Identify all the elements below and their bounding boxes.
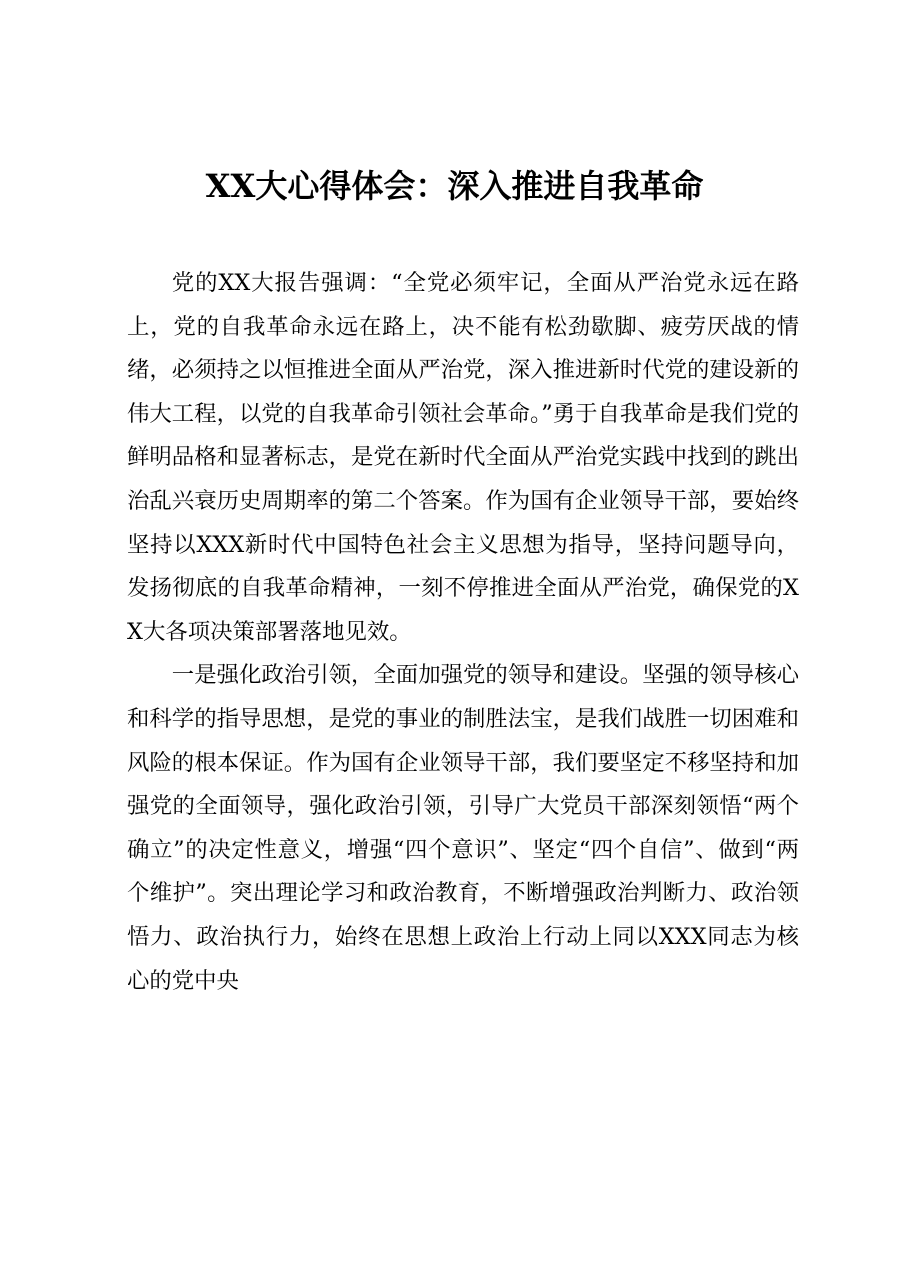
document-body <box>127 262 799 1003</box>
document-title: XX大心得体会：深入推进自我革命 <box>205 167 704 205</box>
paragraph-intro: 党的XX大报告强调：“全党必须牢记，全面从严治党永远在路上，党的自我革命永远在路上，决不能有松劲歇脚、疲劳厌战的情绪，必须持之以恒推进全面从严治党，深入推进新时代党的建设新的伟大工程，以党的自我革命引领社会革命。”勇于自我革命是我们党的鲜明品格和显著标志，是党在新时代全面从严治党实践中找到的跳出治乱兴衰历史周期率的第二个答案。作为国有企业领导干部，要始终坚持以XXX新时代中国特色社会主义思想为指导，坚持问题导向，发扬彻底的自我革命精神，一刻不停推进全面从严治党，确保党的XX大各项决策部署落地见效。 <box>127 270 799 645</box>
paragraph-point-one: 一是强化政治引领，全面加强党的领导和建设。坚强的领导核心和科学的指导思想，是党的事业的制胜法宝，是我们战胜一切困难和风险的根本保证。作为国有企业领导干部，我们要坚定不移坚持和加强党的全面领导，强化政治引领，引导广大党员干部深刻领悟“两个确立”的决定性意义，增强“四个意识”、坚定“四个自信”、做到“两个维护”。突出理论学习和政治教育，不断增强政治判断力、政治领悟力、政治执行力，始终在思想上政治上行动上同以XXX同志为核心的党中央 <box>127 662 799 994</box>
